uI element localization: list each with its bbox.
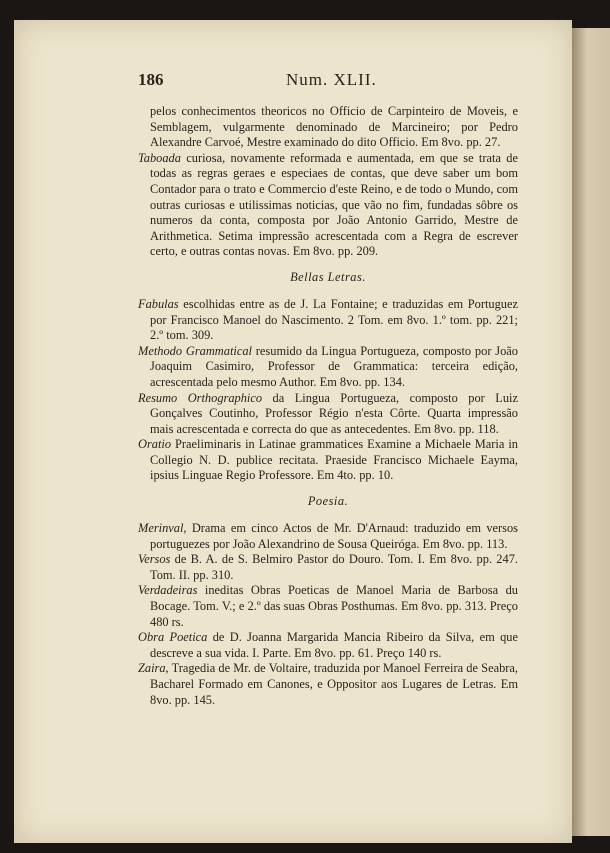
entry-text: , Drama em cinco Actos de Mr. D'Arnaud: traduzido em versos portuguezes por João Alexandrino de Sousa Queiróga. Em 8vo. pp. 113. [150,521,518,551]
entry-text: de D. Joanna Margarida Mancia Ribeiro da Silva, em que descreve a sua vida. I. Parte. Em 8vo. pp. 61. Preço 140 rs. [150,630,518,660]
entry-title: Taboada [138,150,181,165]
entry-text: pelos conhecimentos theoricos no Officio de Carpinteiro de Moveis, e Semblagem, vulgarmente denominado de Marcineiro; por Pedro Alexandre Carvoé, Mestre examinado do dito Officio. Em 8vo. pp. 27. [150,104,518,150]
entry-text: escolhidas entre as de J. La Fontaine; e traduzidas em Portuguez por Francisco Manoel do Nascimento. 2 Tom. em 8vo. 1.º tom. pp. 221; 2.º tom. 309. [150,296,518,343]
catalog-entry [138,583,518,630]
catalog-entry [138,104,518,151]
entry-title: Merinval [138,521,184,536]
catalog-entry [138,391,518,438]
entry-title: Resumo Orthographico [138,390,263,405]
catalog-entry [138,344,518,391]
catalog-entry [138,521,518,552]
entry-text: , Tragedia de Mr. de Voltaire, traduzida por Manoel Ferreira de Seabra, Bacharel Formado em Canones, e Oppositor aos Lugares de Letras. Em 8vo. pp. 145. [150,661,518,707]
entry-text: resumido da Lingua Portugueza, composto por João Joaquim Casimiro, Professor de Grammatica: terceira edição, acrescentada pelo mesmo Author. Em 8vo. pp. 134. [150,343,518,389]
entry-title: Oratio [138,437,172,452]
entry-text: curiosa, novamente reformada e aumentada, em que se trata de todas as regras geraes e especiaes de contas, que deve saber um bom Contador para o trato e Commercio d'este Reino, e de todo o Mundo, com outras curiosas e utilissimas noticias, que vão no fim, fundadas sôbre os numeros da conta, composta por João Antonio Garrido, Mestre de Arithmetica. Setima impressão acrescentada com a Regra de escrever certo, e outras contas novas. Em 8vo. pp. 209. [150,150,518,259]
catalog-entry [138,661,518,708]
adjacent-page-edge [572,28,610,836]
entry-text: Praeliminaris in Latinae grammatices Examine a Michaele Maria in Collegio N. D. publice recitata. Praeside Francisco Michaele Eayma, ipsius Linguae Regio Professore. Em 4to. pp. 10. [150,437,518,483]
section-heading-bellas-letras: Bellas Letras. [290,269,366,284]
entry-text: ineditas Obras Poeticas de Manoel Maria de Barbosa du Bocage. Tom. V.; e 2.º das suas Obras Posthumas. Em 8vo. pp. 313. Preço 480 rs. [150,583,518,629]
page-content [138,70,518,708]
catalog-entry [138,552,518,583]
entry-title: Obra Poetica [138,630,208,645]
section-heading-poesia: Poesia. [307,494,349,509]
entry-title: Versos [138,552,171,567]
catalog-entry [138,151,518,260]
catalog-entry [138,437,518,484]
page-number: 186 [138,70,164,89]
entry-title: Fabulas [138,296,179,311]
entry-title: Zaira [138,661,166,676]
page-header [138,70,518,104]
catalog-entry [138,297,518,344]
entry-title: Methodo Grammatical [138,343,252,358]
entry-title: Verdadeiras [138,583,198,598]
entry-text: de B. A. de S. Belmiro Pastor do Douro. Tom. I. Em 8vo. pp. 247. Tom. II. pp. 310. [150,552,518,582]
entry-text: da Lingua Portugueza, composto por Luiz Gonçalves Coutinho, Professor Régio n'esta Côrte. Quarta impressão mais acrescentada e correcta do que as antecedentes. Em 8vo. pp. 118. [150,390,519,436]
catalog-entry [138,630,518,661]
running-head: Num. XLII. [286,70,377,89]
